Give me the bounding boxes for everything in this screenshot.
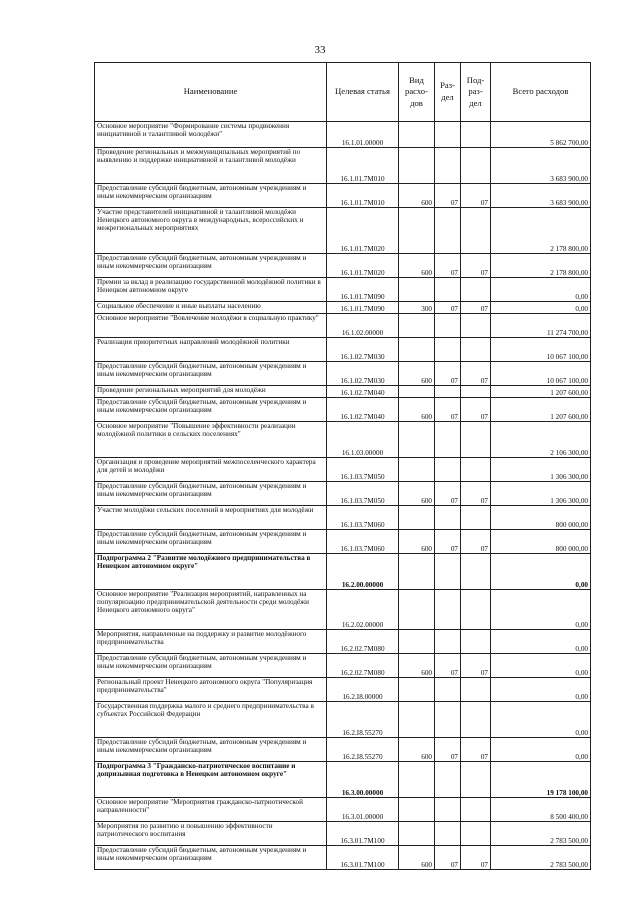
name-cell: Основное мероприятие "Формирование системы продвижения инициативной и талантливой молодёжи" xyxy=(95,122,327,148)
vid-cell xyxy=(399,122,435,148)
name-cell: Реализация приоритетных направлений молодёжной политики xyxy=(95,338,327,362)
code-cell: 16.1.02.7М030 xyxy=(327,338,399,362)
table-row xyxy=(95,314,591,338)
code-cell: 16.1.01.7М090 xyxy=(327,278,399,302)
code-cell: 16.1.02.00000 xyxy=(327,314,399,338)
code-cell: 16.1.01.7М020 xyxy=(327,208,399,254)
table-row xyxy=(95,278,591,302)
vid-cell xyxy=(399,822,435,846)
vid-cell xyxy=(399,554,435,590)
subsection-cell xyxy=(461,822,491,846)
vid-cell: 600 xyxy=(399,482,435,506)
code-cell: 16.1.03.7М050 xyxy=(327,482,399,506)
vid-cell: 600 xyxy=(399,530,435,554)
vid-cell: 600 xyxy=(399,398,435,422)
subsection-cell: 07 xyxy=(461,654,491,678)
section-cell xyxy=(435,278,461,302)
name-cell: Проведение региональных и межмуниципальных мероприятий по выявлению и поддержке инициативной и талантливой молодёжи xyxy=(95,148,327,184)
vid-cell xyxy=(399,630,435,654)
table-row xyxy=(95,122,591,148)
code-cell: 16.1.03.7М060 xyxy=(327,530,399,554)
vid-cell xyxy=(399,702,435,738)
name-cell: Подпрограмма 2 "Развитие молодёжного предпринимательства в Ненецком автономном округе" xyxy=(95,554,327,590)
code-cell: 16.1.02.7М040 xyxy=(327,386,399,398)
code-cell: 16.3.00.00000 xyxy=(327,762,399,798)
header-section: Раз-дел xyxy=(435,63,461,122)
amount-cell: 5 862 700,00 xyxy=(491,122,591,148)
header-subsection: Под-раз-дел xyxy=(461,63,491,122)
name-cell: Предоставление субсидий бюджетным, автономным учреждениям и иным некоммерческим организациям xyxy=(95,482,327,506)
amount-cell: 0,00 xyxy=(491,654,591,678)
subsection-cell: 07 xyxy=(461,530,491,554)
amount-cell: 10 067 100,00 xyxy=(491,362,591,386)
name-cell: Государственная поддержка малого и среднего предпринимательства в субъектах Российской Федерации xyxy=(95,702,327,738)
section-cell: 07 xyxy=(435,362,461,386)
name-cell: Премии за вклад в реализацию государственной молодёжной политики в Ненецком автономном округе xyxy=(95,278,327,302)
table-row xyxy=(95,458,591,482)
table-row xyxy=(95,302,591,314)
section-cell xyxy=(435,386,461,398)
amount-cell: 3 683 900,00 xyxy=(491,148,591,184)
code-cell: 16.1.02.7М030 xyxy=(327,362,399,386)
section-cell xyxy=(435,506,461,530)
section-cell xyxy=(435,630,461,654)
vid-cell xyxy=(399,798,435,822)
table-row xyxy=(95,822,591,846)
table-row xyxy=(95,762,591,798)
table-row xyxy=(95,386,591,398)
vid-cell xyxy=(399,506,435,530)
section-cell xyxy=(435,798,461,822)
section-cell xyxy=(435,822,461,846)
table-row xyxy=(95,702,591,738)
name-cell: Мероприятия по развитию и повышению эффективности патриотического воспитания xyxy=(95,822,327,846)
section-cell: 07 xyxy=(435,846,461,870)
name-cell: Предоставление субсидий бюджетным, автономным учреждениям и иным некоммерческим организациям xyxy=(95,654,327,678)
amount-cell: 1 207 600,00 xyxy=(491,386,591,398)
vid-cell xyxy=(399,338,435,362)
subsection-cell xyxy=(461,338,491,362)
vid-cell xyxy=(399,148,435,184)
amount-cell: 0,00 xyxy=(491,702,591,738)
name-cell: Предоставление субсидий бюджетным, автономным учреждениям и иным некоммерческим организациям xyxy=(95,254,327,278)
code-cell: 16.3.01.7М100 xyxy=(327,846,399,870)
table-row xyxy=(95,554,591,590)
code-cell: 16.2.I8.55270 xyxy=(327,702,399,738)
section-cell: 07 xyxy=(435,302,461,314)
name-cell: Региональный проект Ненецкого автономного округа "Популяризация предпринимательства" xyxy=(95,678,327,702)
vid-cell xyxy=(399,314,435,338)
name-cell: Предоставление субсидий бюджетным, автономным учреждениям и иным некоммерческим организациям xyxy=(95,530,327,554)
vid-cell: 600 xyxy=(399,184,435,208)
amount-cell: 2 106 300,00 xyxy=(491,422,591,458)
subsection-cell xyxy=(461,590,491,630)
section-cell xyxy=(435,678,461,702)
section-cell xyxy=(435,314,461,338)
table-row xyxy=(95,422,591,458)
section-cell: 07 xyxy=(435,738,461,762)
table-row xyxy=(95,590,591,630)
name-cell: Проведение региональных мероприятий для молодёжи xyxy=(95,386,327,398)
vid-cell xyxy=(399,678,435,702)
section-cell: 07 xyxy=(435,482,461,506)
vid-cell: 600 xyxy=(399,846,435,870)
amount-cell: 10 067 100,00 xyxy=(491,338,591,362)
vid-cell: 300 xyxy=(399,302,435,314)
table-row xyxy=(95,398,591,422)
subsection-cell xyxy=(461,554,491,590)
table-row xyxy=(95,482,591,506)
header-name: Наименование xyxy=(95,63,327,122)
name-cell: Предоставление субсидий бюджетным, автономным учреждениям и иным некоммерческим организациям xyxy=(95,362,327,386)
amount-cell: 800 000,00 xyxy=(491,530,591,554)
name-cell: Участие молодёжи сельских поселений в мероприятиях для молодёжи xyxy=(95,506,327,530)
page-number: 33 xyxy=(314,44,326,56)
subsection-cell xyxy=(461,506,491,530)
vid-cell xyxy=(399,590,435,630)
section-cell xyxy=(435,338,461,362)
vid-cell xyxy=(399,278,435,302)
code-cell: 16.1.01.7М010 xyxy=(327,184,399,208)
amount-cell: 1 207 600,00 xyxy=(491,398,591,422)
code-cell: 16.2.I8.00000 xyxy=(327,678,399,702)
subsection-cell: 07 xyxy=(461,846,491,870)
vid-cell: 600 xyxy=(399,362,435,386)
name-cell: Предоставление субсидий бюджетным, автономным учреждениям и иным некоммерческим организациям xyxy=(95,738,327,762)
section-cell: 07 xyxy=(435,654,461,678)
section-cell xyxy=(435,148,461,184)
header-code: Целевая статья xyxy=(327,63,399,122)
name-cell: Предоставление субсидий бюджетным, автономным учреждениям и иным некоммерческим организациям xyxy=(95,398,327,422)
amount-cell: 19 178 100,00 xyxy=(491,762,591,798)
amount-cell: 11 274 700,00 xyxy=(491,314,591,338)
code-cell: 16.1.01.7М010 xyxy=(327,148,399,184)
code-cell: 16.1.03.7М060 xyxy=(327,506,399,530)
code-cell: 16.1.03.00000 xyxy=(327,422,399,458)
code-cell: 16.1.01.7М090 xyxy=(327,302,399,314)
code-cell: 16.2.02.00000 xyxy=(327,590,399,630)
subsection-cell: 07 xyxy=(461,398,491,422)
name-cell: Основное мероприятие "Реализация мероприятий, направленных на популяризацию предпринимательской деятельности среди молодёжи Ненецкого автономного округа" xyxy=(95,590,327,630)
section-cell: 07 xyxy=(435,254,461,278)
name-cell: Предоставление субсидий бюджетным, автономным учреждениям и иным некоммерческим организациям xyxy=(95,184,327,208)
table-row xyxy=(95,506,591,530)
name-cell: Участие представителей инициативной и талантливой молодёжи Ненецкого автономного округа в международных, всероссийских и межрегиональных мероприятиях xyxy=(95,208,327,254)
amount-cell: 0,00 xyxy=(491,738,591,762)
table-row xyxy=(95,846,591,870)
code-cell: 16.3.01.7М100 xyxy=(327,822,399,846)
subsection-cell xyxy=(461,762,491,798)
subsection-cell: 07 xyxy=(461,738,491,762)
table-row xyxy=(95,798,591,822)
amount-cell: 2 178 800,00 xyxy=(491,208,591,254)
code-cell: 16.1.03.7М050 xyxy=(327,458,399,482)
table-header-row xyxy=(95,63,591,122)
amount-cell: 0,00 xyxy=(491,630,591,654)
table-row xyxy=(95,678,591,702)
subsection-cell xyxy=(461,458,491,482)
code-cell: 16.1.01.7М020 xyxy=(327,254,399,278)
subsection-cell: 07 xyxy=(461,482,491,506)
table-row xyxy=(95,184,591,208)
subsection-cell: 07 xyxy=(461,184,491,208)
table-row xyxy=(95,148,591,184)
amount-cell: 0,00 xyxy=(491,554,591,590)
section-cell xyxy=(435,554,461,590)
name-cell: Основное мероприятие "Повышение эффективности реализации молодёжной политики в сельских поселениях" xyxy=(95,422,327,458)
subsection-cell xyxy=(461,148,491,184)
table-row xyxy=(95,208,591,254)
table-row xyxy=(95,654,591,678)
section-cell xyxy=(435,702,461,738)
vid-cell xyxy=(399,762,435,798)
table-row xyxy=(95,738,591,762)
section-cell xyxy=(435,422,461,458)
subsection-cell: 07 xyxy=(461,302,491,314)
budget-table xyxy=(94,62,591,870)
subsection-cell xyxy=(461,386,491,398)
code-cell: 16.2.00.00000 xyxy=(327,554,399,590)
subsection-cell: 07 xyxy=(461,362,491,386)
subsection-cell xyxy=(461,702,491,738)
amount-cell: 0,00 xyxy=(491,678,591,702)
name-cell: Подпрограмма 3 "Гражданско-патриотическое воспитание и допризывная подготовка в Ненецком автономном округе" xyxy=(95,762,327,798)
amount-cell: 0,00 xyxy=(491,590,591,630)
vid-cell: 600 xyxy=(399,654,435,678)
section-cell: 07 xyxy=(435,530,461,554)
subsection-cell xyxy=(461,798,491,822)
subsection-cell xyxy=(461,122,491,148)
name-cell: Предоставление субсидий бюджетным, автономным учреждениям и иным некоммерческим организациям xyxy=(95,846,327,870)
subsection-cell xyxy=(461,630,491,654)
section-cell xyxy=(435,458,461,482)
name-cell: Основное мероприятие "Мероприятия гражданско-патриотической направленности" xyxy=(95,798,327,822)
table-row xyxy=(95,630,591,654)
table-row xyxy=(95,254,591,278)
amount-cell: 2 783 500,00 xyxy=(491,822,591,846)
section-cell xyxy=(435,762,461,798)
name-cell: Социальное обеспечение и иные выплаты населению xyxy=(95,302,327,314)
amount-cell: 8 500 400,00 xyxy=(491,798,591,822)
name-cell: Основное мероприятие "Вовлечение молодёжи в социальную практику" xyxy=(95,314,327,338)
code-cell: 16.3.01.00000 xyxy=(327,798,399,822)
subsection-cell xyxy=(461,314,491,338)
header-total: Всего расходов xyxy=(491,63,591,122)
subsection-cell xyxy=(461,278,491,302)
section-cell xyxy=(435,122,461,148)
amount-cell: 800 000,00 xyxy=(491,506,591,530)
name-cell: Мероприятия, направленные на поддержку и развитие молодёжного предпринимательства xyxy=(95,630,327,654)
section-cell: 07 xyxy=(435,398,461,422)
vid-cell xyxy=(399,386,435,398)
amount-cell: 3 683 900,00 xyxy=(491,184,591,208)
section-cell: 07 xyxy=(435,184,461,208)
vid-cell xyxy=(399,208,435,254)
code-cell: 16.1.01.00000 xyxy=(327,122,399,148)
subsection-cell xyxy=(461,422,491,458)
vid-cell xyxy=(399,458,435,482)
code-cell: 16.2.I8.55270 xyxy=(327,738,399,762)
code-cell: 16.1.02.7М040 xyxy=(327,398,399,422)
vid-cell: 600 xyxy=(399,738,435,762)
vid-cell xyxy=(399,422,435,458)
code-cell: 16.2.02.7М080 xyxy=(327,630,399,654)
table-row xyxy=(95,530,591,554)
section-cell xyxy=(435,590,461,630)
section-cell xyxy=(435,208,461,254)
code-cell: 16.2.02.7М080 xyxy=(327,654,399,678)
header-vid: Вид расхо-дов xyxy=(399,63,435,122)
amount-cell: 1 306 300,00 xyxy=(491,458,591,482)
subsection-cell xyxy=(461,208,491,254)
vid-cell: 600 xyxy=(399,254,435,278)
subsection-cell: 07 xyxy=(461,254,491,278)
name-cell: Организация и проведение мероприятий межпоселенческого характера для детей и молодёжи xyxy=(95,458,327,482)
amount-cell: 2 783 500,00 xyxy=(491,846,591,870)
amount-cell: 1 306 300,00 xyxy=(491,482,591,506)
subsection-cell xyxy=(461,678,491,702)
table-row xyxy=(95,362,591,386)
amount-cell: 2 178 800,00 xyxy=(491,254,591,278)
amount-cell: 0,00 xyxy=(491,302,591,314)
table-row xyxy=(95,338,591,362)
amount-cell: 0,00 xyxy=(491,278,591,302)
